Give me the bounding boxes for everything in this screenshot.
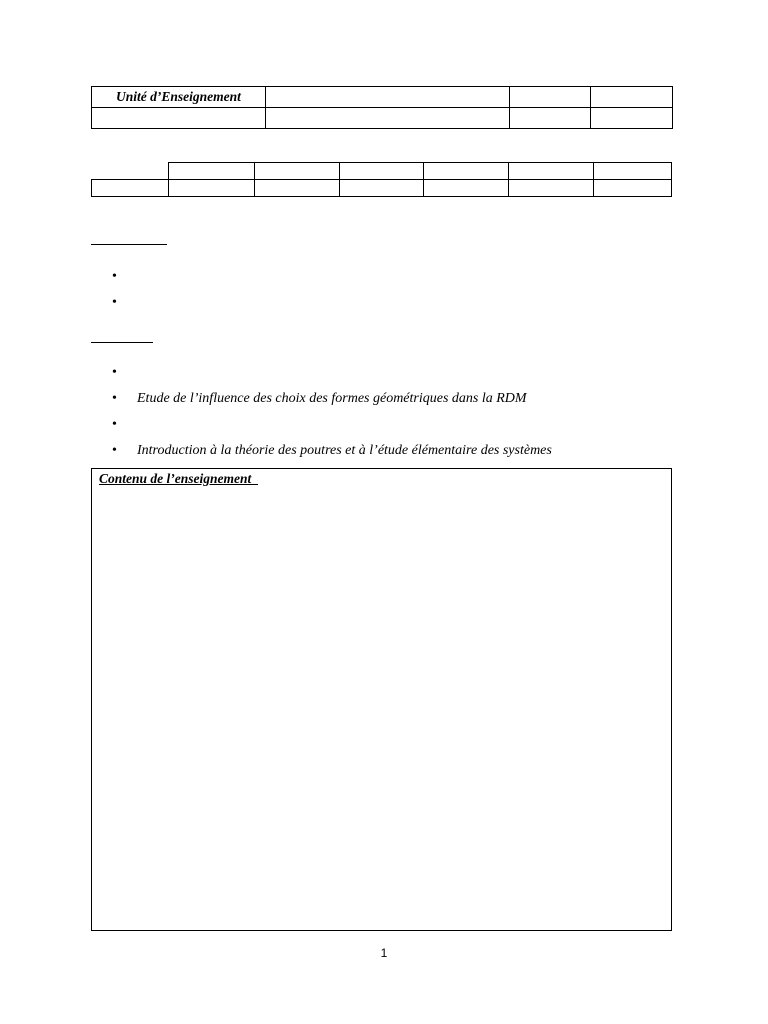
table-cell (254, 180, 339, 197)
table-corner-cell (92, 163, 169, 180)
contenu-title: Contenu de l’enseignement (99, 471, 259, 486)
table-row (92, 180, 672, 197)
table-header-cell (424, 163, 509, 180)
page-number: 1 (380, 946, 388, 960)
table-cell (509, 180, 594, 197)
table-cell (594, 180, 672, 197)
table-cell (339, 180, 424, 197)
contenu-box (91, 468, 672, 931)
table-row (92, 163, 672, 180)
objectifs-heading-rule (91, 244, 167, 245)
ue-info-table (91, 86, 673, 129)
table-row (92, 108, 673, 129)
table-cell (424, 180, 509, 197)
table-header-cell (509, 163, 594, 180)
table-header-cell (594, 163, 672, 180)
list-item (112, 290, 137, 316)
table-cell (591, 108, 673, 129)
table-cell (168, 180, 254, 197)
table-cell (92, 180, 169, 197)
list-item (112, 412, 552, 438)
table-row (92, 87, 673, 108)
list-item (112, 264, 137, 290)
list-item: • Etude de l’influence des choix des formes géométriques dans la RDM (112, 386, 552, 412)
table-cell (510, 108, 591, 129)
table-header-cell (339, 163, 424, 180)
table-header-cell (168, 163, 254, 180)
competences-heading-rule (91, 342, 153, 343)
hours-table (91, 162, 672, 197)
list-item: • Introduction à la théorie des poutres et à l’étude élémentaire des systèmes (112, 438, 552, 464)
table-cell (265, 108, 509, 129)
table-cell (92, 108, 266, 129)
table-header-cell (254, 163, 339, 180)
ue-label-cell: Unité d’Enseignement (92, 87, 266, 108)
ue-name-cell (265, 87, 509, 108)
ue-value-cell (591, 87, 673, 108)
competences-list (112, 360, 552, 464)
ue-code-cell (510, 87, 591, 108)
list-item (112, 360, 552, 386)
objectifs-list (112, 264, 137, 316)
